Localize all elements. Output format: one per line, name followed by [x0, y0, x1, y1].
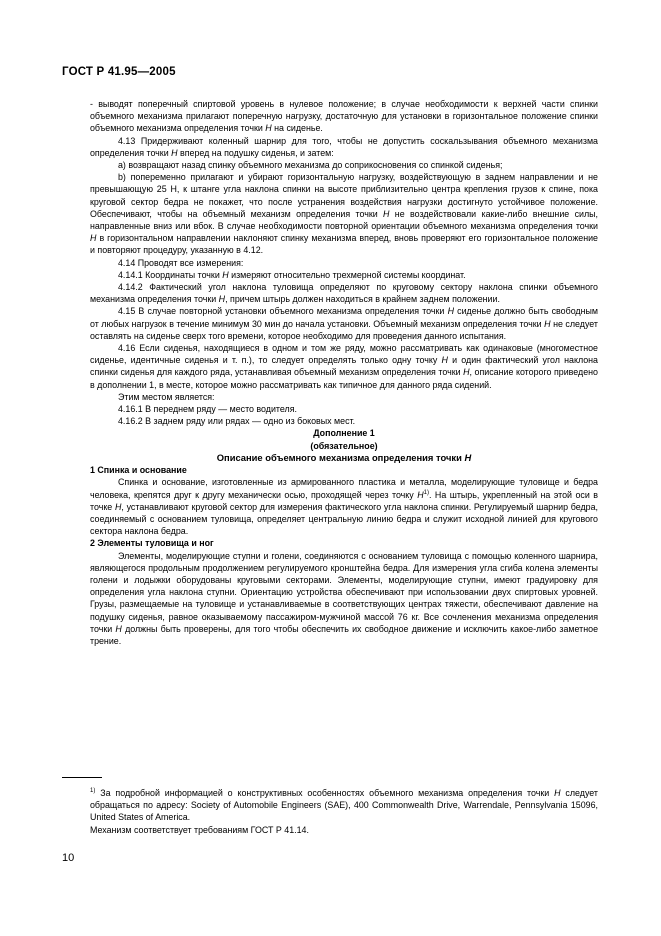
- paragraph-4-14-1: 4.14.1 Координаты точки H измеряют относительно трехмерной системы координат.: [118, 269, 466, 280]
- paragraph-4-13-b: b) попеременно прилагают и убирают горизонтальную нагрузку, воздействующую в заднем направлении и не превышающую 25 Н, к штанге угла наклона спинки на высоте приблизительно центра крепления грузов к спине, пока круговой сектор бедра не покажет, что после устранения воздействия нагрузки достигнуто устойчивое положение. Обеспечивают, чтобы на объемный механизм определения точки H не воздействовали какие-либо внешние силы, направленные вниз или вбок. В случае необходимости повторной ориентации объемного механизма определения точки H в горизонтальном направлении наклоняют спинку механизма вперед, вновь проверяют его горизонтальное положение и повторяют процедуру, указанную в 4.12.: [90, 172, 598, 256]
- footnote-ref[interactable]: 1): [423, 489, 429, 496]
- main-text: [90, 98, 598, 647]
- paragraph-level-adjust: - выводят поперечный спиртовой уровень в нулевое положение; в случае необходимости к верхней части спинки объемного механизма прилагают поперечную нагрузку, достаточную для установки в горизонтальное положение спинки объемного механизма определения точки H на сиденье.: [90, 99, 598, 134]
- paragraph-4-15: 4.15 В случае повторной установки объемного механизма определения точки H сиденье должно быть свободным от любых нагрузок в течение минимум 30 мин до начала установки. Объемный механизм определения точки H не следует оставлять на сиденье сверх того времени, которое необходимо для проведения данного испытания.: [90, 306, 598, 341]
- annex-description-title: Описание объемного механизма определения точки H: [216, 451, 472, 463]
- footnote-note: Механизм соответствует требованиям ГОСТ Р 41.14.: [90, 824, 309, 835]
- section-2-heading: 2 Элементы туловища и ног: [90, 538, 214, 549]
- paragraph-4-14: 4.14 Проводят все измерения:: [118, 257, 244, 268]
- paragraph-place-intro: Этим местом является:: [118, 391, 215, 402]
- paragraph-4-14-2: 4.14.2 Фактический угол наклона туловища определяют по круговому сектору наклона спинки объемного механизма определения точки H, причем штырь должен находиться в крайнем заднем положении.: [90, 282, 598, 305]
- footnote-divider: [62, 777, 102, 778]
- section-2-text: Элементы, моделирующие ступни и голени, соединяются с основанием туловища с помощью коленного шарнира, являющегося продольным продолжением регулируемого кронштейна бедра. Для измерения угла сгиба колена элементы голени и лодыжки оборудованы круговыми секторами. Элементы, моделирующие ступни, имеют градуировку для определения угла наклона ступни. Ориентацию устройства обеспечивают при использовании двух спиртовых уровней. Грузы, размещаемые на туловище и устанавливаемые в соответствующих центрах тяжести, обеспечивают давление на подушку сиденья, равное оказываемому пассажиром-мужчиной массой 76 кг. Все сочленения механизма определения точки H должны быть проверены, для того чтобы обеспечить их свободное движение и исключить какое-либо заметное трение.: [90, 550, 599, 646]
- page-number: 10: [62, 852, 75, 864]
- paragraph-4-16: 4.16 Если сиденья, находящиеся в одном и том же ряду, можно рассматривать как одинаковые (многоместное сиденье, идентичные сиденья и т. п.), то следует определять только одну точку H и один фактический угол наклона спинки сиденья для каждого ряда, устанавливая объемный механизм определения точки H, описание которого приведено в дополнении 1, в месте, которое можно рассматривать как типичное для данного ряда сидений.: [90, 343, 598, 390]
- paragraph-4-13: 4.13 Придерживают коленный шарнир для того, чтобы не допустить соскальзывания объемного механизма определения точки H вперед на подушку сиденья, и затем:: [90, 135, 598, 158]
- footnotes: [90, 787, 598, 836]
- section-1-heading: 1 Спинка и основание: [90, 465, 187, 476]
- annex-title: Дополнение 1: [313, 428, 375, 439]
- paragraph-4-16-2: 4.16.2 В заднем ряду или рядах — одно из боковых мест.: [118, 416, 356, 427]
- footnote-1: $^{1)}$ За подробной информацией о конструктивных особенностях объемного механизма определения точки H следует обращаться по адресу: Society of Automobile Engineers (SAE), 400 Commonwealth Drive, Warrendale, Pennsylvania 15096, United States of America.: [90, 788, 599, 823]
- paragraph-4-16-1: 4.16.1 В переднем ряду — место водителя.: [118, 404, 297, 415]
- annex-subtitle: (обязательное): [310, 440, 378, 451]
- section-1-text: Спинка и основание, изготовленные из армированного пластика и металла, моделирующие туловище и бедра человека, крепятся друг к другу механически осью, проходящей через точку $H^{1)}$. На штырь, укрепленный на этой оси в точке H, устанавливают круговой сектор для измерения фактического угла наклона спинки. Регулируемый шарнир бедра, соединяемый с основанием туловища, определяет центральную линию бедра и служит исходной линией для кругового сектора наклона бедра.: [90, 477, 598, 537]
- standard-header: ГОСТ Р 41.95—2005: [62, 66, 176, 78]
- paragraph-4-13-a: a) возвращают назад спинку объемного механизма до соприкосновения со спинкой сиденья;: [118, 160, 503, 171]
